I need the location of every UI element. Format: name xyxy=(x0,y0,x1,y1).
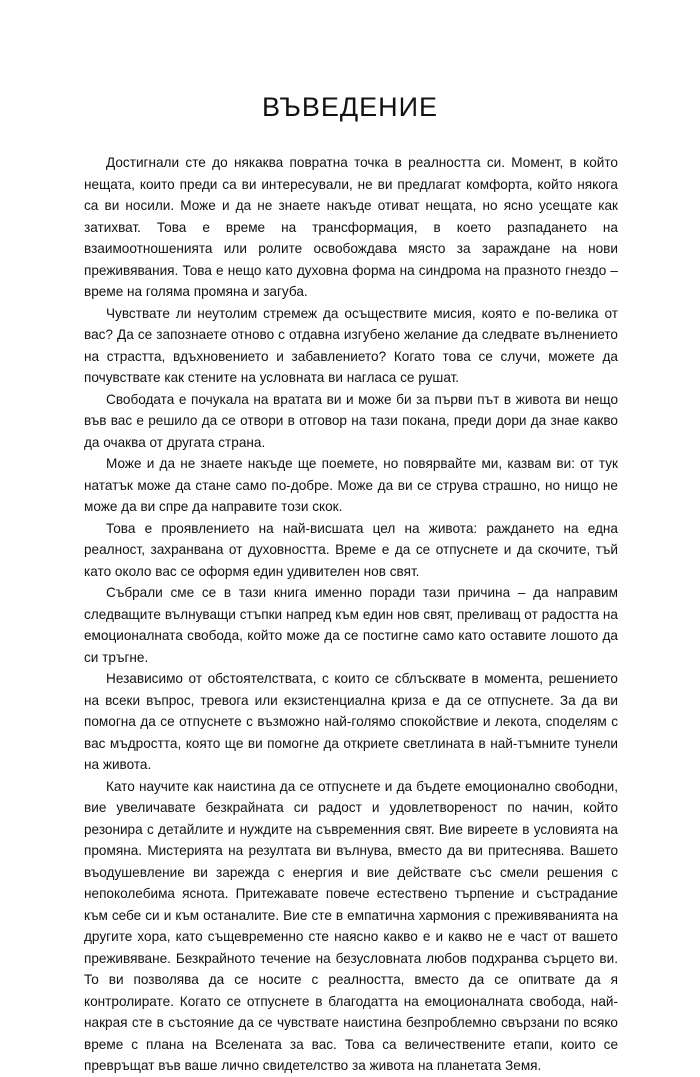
body-text xyxy=(84,152,618,1077)
paragraph: Това е проявлението на най-висшата цел на живота: раждането на една реалност, захранвана от духовността. Време е да се отпуснете и да скочите, тъй като около вас се оформя един удивителен нов свят. xyxy=(84,520,618,579)
paragraph: Събрали сме се в тази книга именно поради тази причина – да направим следващите вълнуващи стъпки напред към един нов свят, преливащ от радостта на емоционалната свобода, който може да се постигне само като оставите лошото да си тръгне. xyxy=(84,585,618,665)
paragraph: Свободата е почукала на вратата ви и може би за първи път в живота ви нещо във вас е решило да се отвори в отговор на тази покана, преди дори да знае какво да очаква от другата страна. xyxy=(84,391,618,450)
page-title: ВЪВЕДЕНИЕ xyxy=(261,92,439,122)
paragraph: Независимо от обстоятелствата, с които се сблъсквате в момента, решението на всеки въпрос, тревога или екзистенциална криза е да се отпуснете. За да ви помогна да се отпуснете с възможно най-голямо спокойствие и лекота, споделям с вас мъдростта, която ще ви помогне да откриете светлината в най-тъмните тунели на живота. xyxy=(84,671,618,772)
paragraph: Достигнали сте до някаква повратна точка в реалността си. Момент, в който нещата, които преди са ви интересували, не ви предлагат комфорта, който някога са ви носили. Може и да не знаете накъде отиват нещата, но ясно усещате как затихват. Това е време на трансформация, в което разпадането на взаимоотношенията или ролите освобождава място за зараждане на нови преживявания. Това е нещо като духовна форма на синдрома на празното гнездо – време на голяма промяна и загуба. xyxy=(84,155,618,299)
paragraph: Чувствате ли неутолим стремеж да осъществите мисия, която е по-велика от вас? Да се запознаете отново с отдавна изгубено желание да следвате вълнението на страстта, вдъхновението и забавлението? Когато това се случи, можете да почувствате как стените на условната ви нагласа се рушат. xyxy=(84,305,618,385)
paragraph: Може и да не знаете накъде ще поемете, но повярвайте ми, казвам ви: от тук нататък може да стане само по-добре. Може да ви се струва страшно, но нищо не може да ви спре да направите този скок. xyxy=(84,456,618,514)
paragraph: Като научите как наистина да се отпуснете и да бъдете емоционално свободни, вие увеличавате безкрайната си радост и удовлетвореност по начин, който резонира с детайлите и нуждите на съвременния свят. Вие виреете в условията на промяна. Мистерията на резултата ви вълнува, вместо да ви притеснява. Вашето въодушевление ви зарежда с енергия и вие действате със смели решения с непоколебима яснота. Притежавате повече естествено търпение и състрадание към себе си и към останалите. Вие сте в емпатична хармония с преживяванията на другите хора, като същевременно сте наясно какво е и какво не е част от вашето преживяване. Безкрайното течение на безусловната любов подхранва сърцето ви. То ви позволява да се носите с реалността, вместо да се опитвате да я контролирате. Когато се отпуснете в благодатта на емоционалната свобода, най-накрая сте в състояние да се чувствате наистина безпроблемно свързани по всяко време с плана на Вселената за вас. Това са величествените етапи, които се превръщат във ваше лично свидетелство за живота на планетата Земя. xyxy=(84,778,618,1073)
